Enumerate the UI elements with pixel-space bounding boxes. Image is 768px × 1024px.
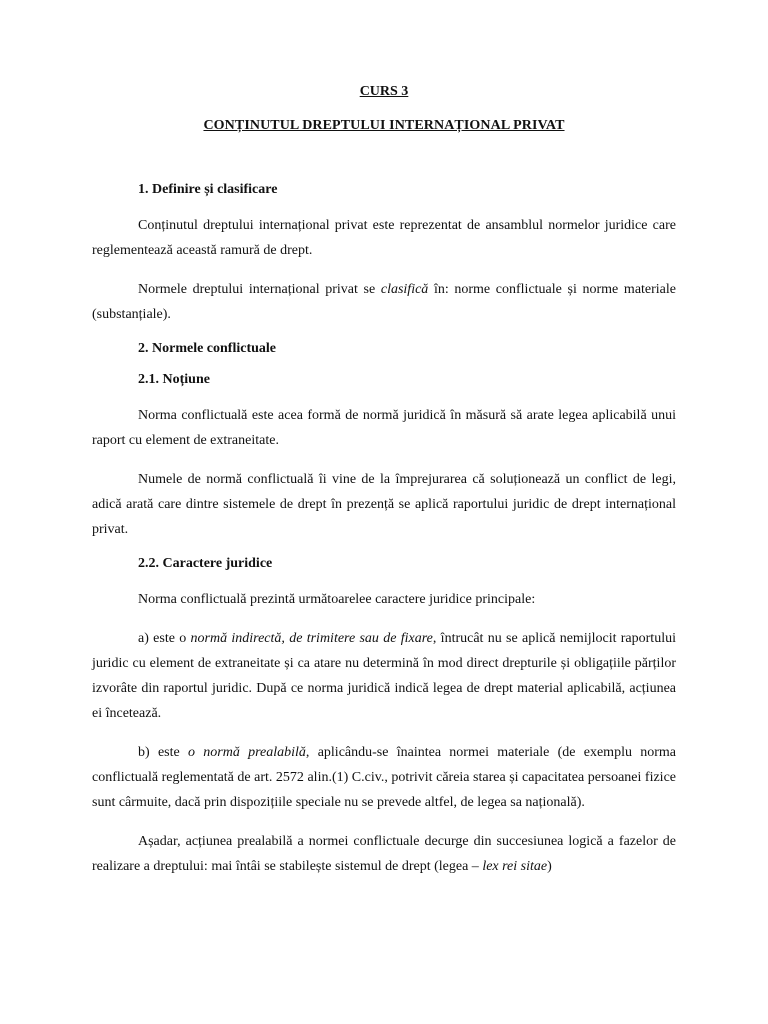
paragraph-1: Conținutul dreptului internațional privat este reprezentat de ansamblul normelor juridice care reglementează această ramură de drept. [92, 218, 676, 258]
paragraph-2-text-a: Normele dreptului internațional privat se [138, 282, 381, 297]
paragraph-7-text-b: , aplicându-se înaintea normei materiale (de exemplu norma conflictuală reglementată de art. 2572 alin.(1) C.civ., potrivit căreia starea și capacitatea persoanei fizice sunt cârmuite, dacă prin dispozițiile speciale nu se prevede altfel, de legea sa națională). [92, 745, 676, 810]
paragraph-7 [92, 740, 676, 815]
paragraph-6 [92, 626, 676, 726]
paragraph-8-text-b: ) [547, 859, 552, 874]
section-heading-2-2: 2.2. Caractere juridice [138, 556, 273, 571]
paragraph-6-text-a: a) este o [138, 631, 191, 646]
course-number: CURS 3 [359, 84, 409, 99]
paragraph-8-text-a: Așadar, acțiunea prealabilă a normei conflictuale decurge din succesiunea logică a fazelor de realizare a dreptului: mai întâi se stabilește sistemul de drept (legea – [92, 834, 676, 874]
paragraph-7-text-a: b) este [138, 745, 188, 760]
paragraph-8-emphasis: lex rei sitae [482, 859, 548, 874]
section-heading-2-1: 2.1. Noțiune [138, 372, 210, 387]
section-heading-2: 2. Normele conflictuale [138, 341, 277, 356]
paragraph-6-text-b: , întrucât nu se aplică nemijlocit raportului juridic cu element de extraneitate și ca atare nu determină în mod direct drepturile și obligațiile părților izvorâte din raportul juridic. După ce norma juridică indică legea de drept material aplicabilă, acțiunea ei încetează. [92, 631, 676, 721]
paragraph-3: Norma conflictuală este acea formă de normă juridică în măsură să arate legea aplicabilă unui raport cu element de extraneitate. [92, 408, 676, 448]
paragraph-2-emphasis: clasifică [380, 282, 429, 297]
paragraph-4: Numele de normă conflictuală îi vine de la împrejurarea că soluționează un conflict de legi, adică arată care dintre sistemele de drept în prezență se aplică raportului juridic de drept internațional privat. [92, 472, 676, 537]
paragraph-6-emphasis: normă indirectă, de trimitere sau de fixare [190, 631, 433, 646]
paragraph-7-emphasis: o normă prealabilă [187, 745, 306, 760]
paragraph-2-text-b: în: norme conflictuale și norme materiale (substanțiale). [92, 282, 677, 322]
paragraph-5: Norma conflictuală prezintă următoarelee caractere juridice principale: [138, 592, 536, 607]
page-title: CONȚINUTUL DREPTULUI INTERNAȚIONAL PRIVAT [203, 118, 565, 133]
paragraph-8 [92, 829, 676, 879]
section-heading-1: 1. Definire și clasificare [138, 182, 278, 197]
paragraph-2 [92, 277, 676, 327]
